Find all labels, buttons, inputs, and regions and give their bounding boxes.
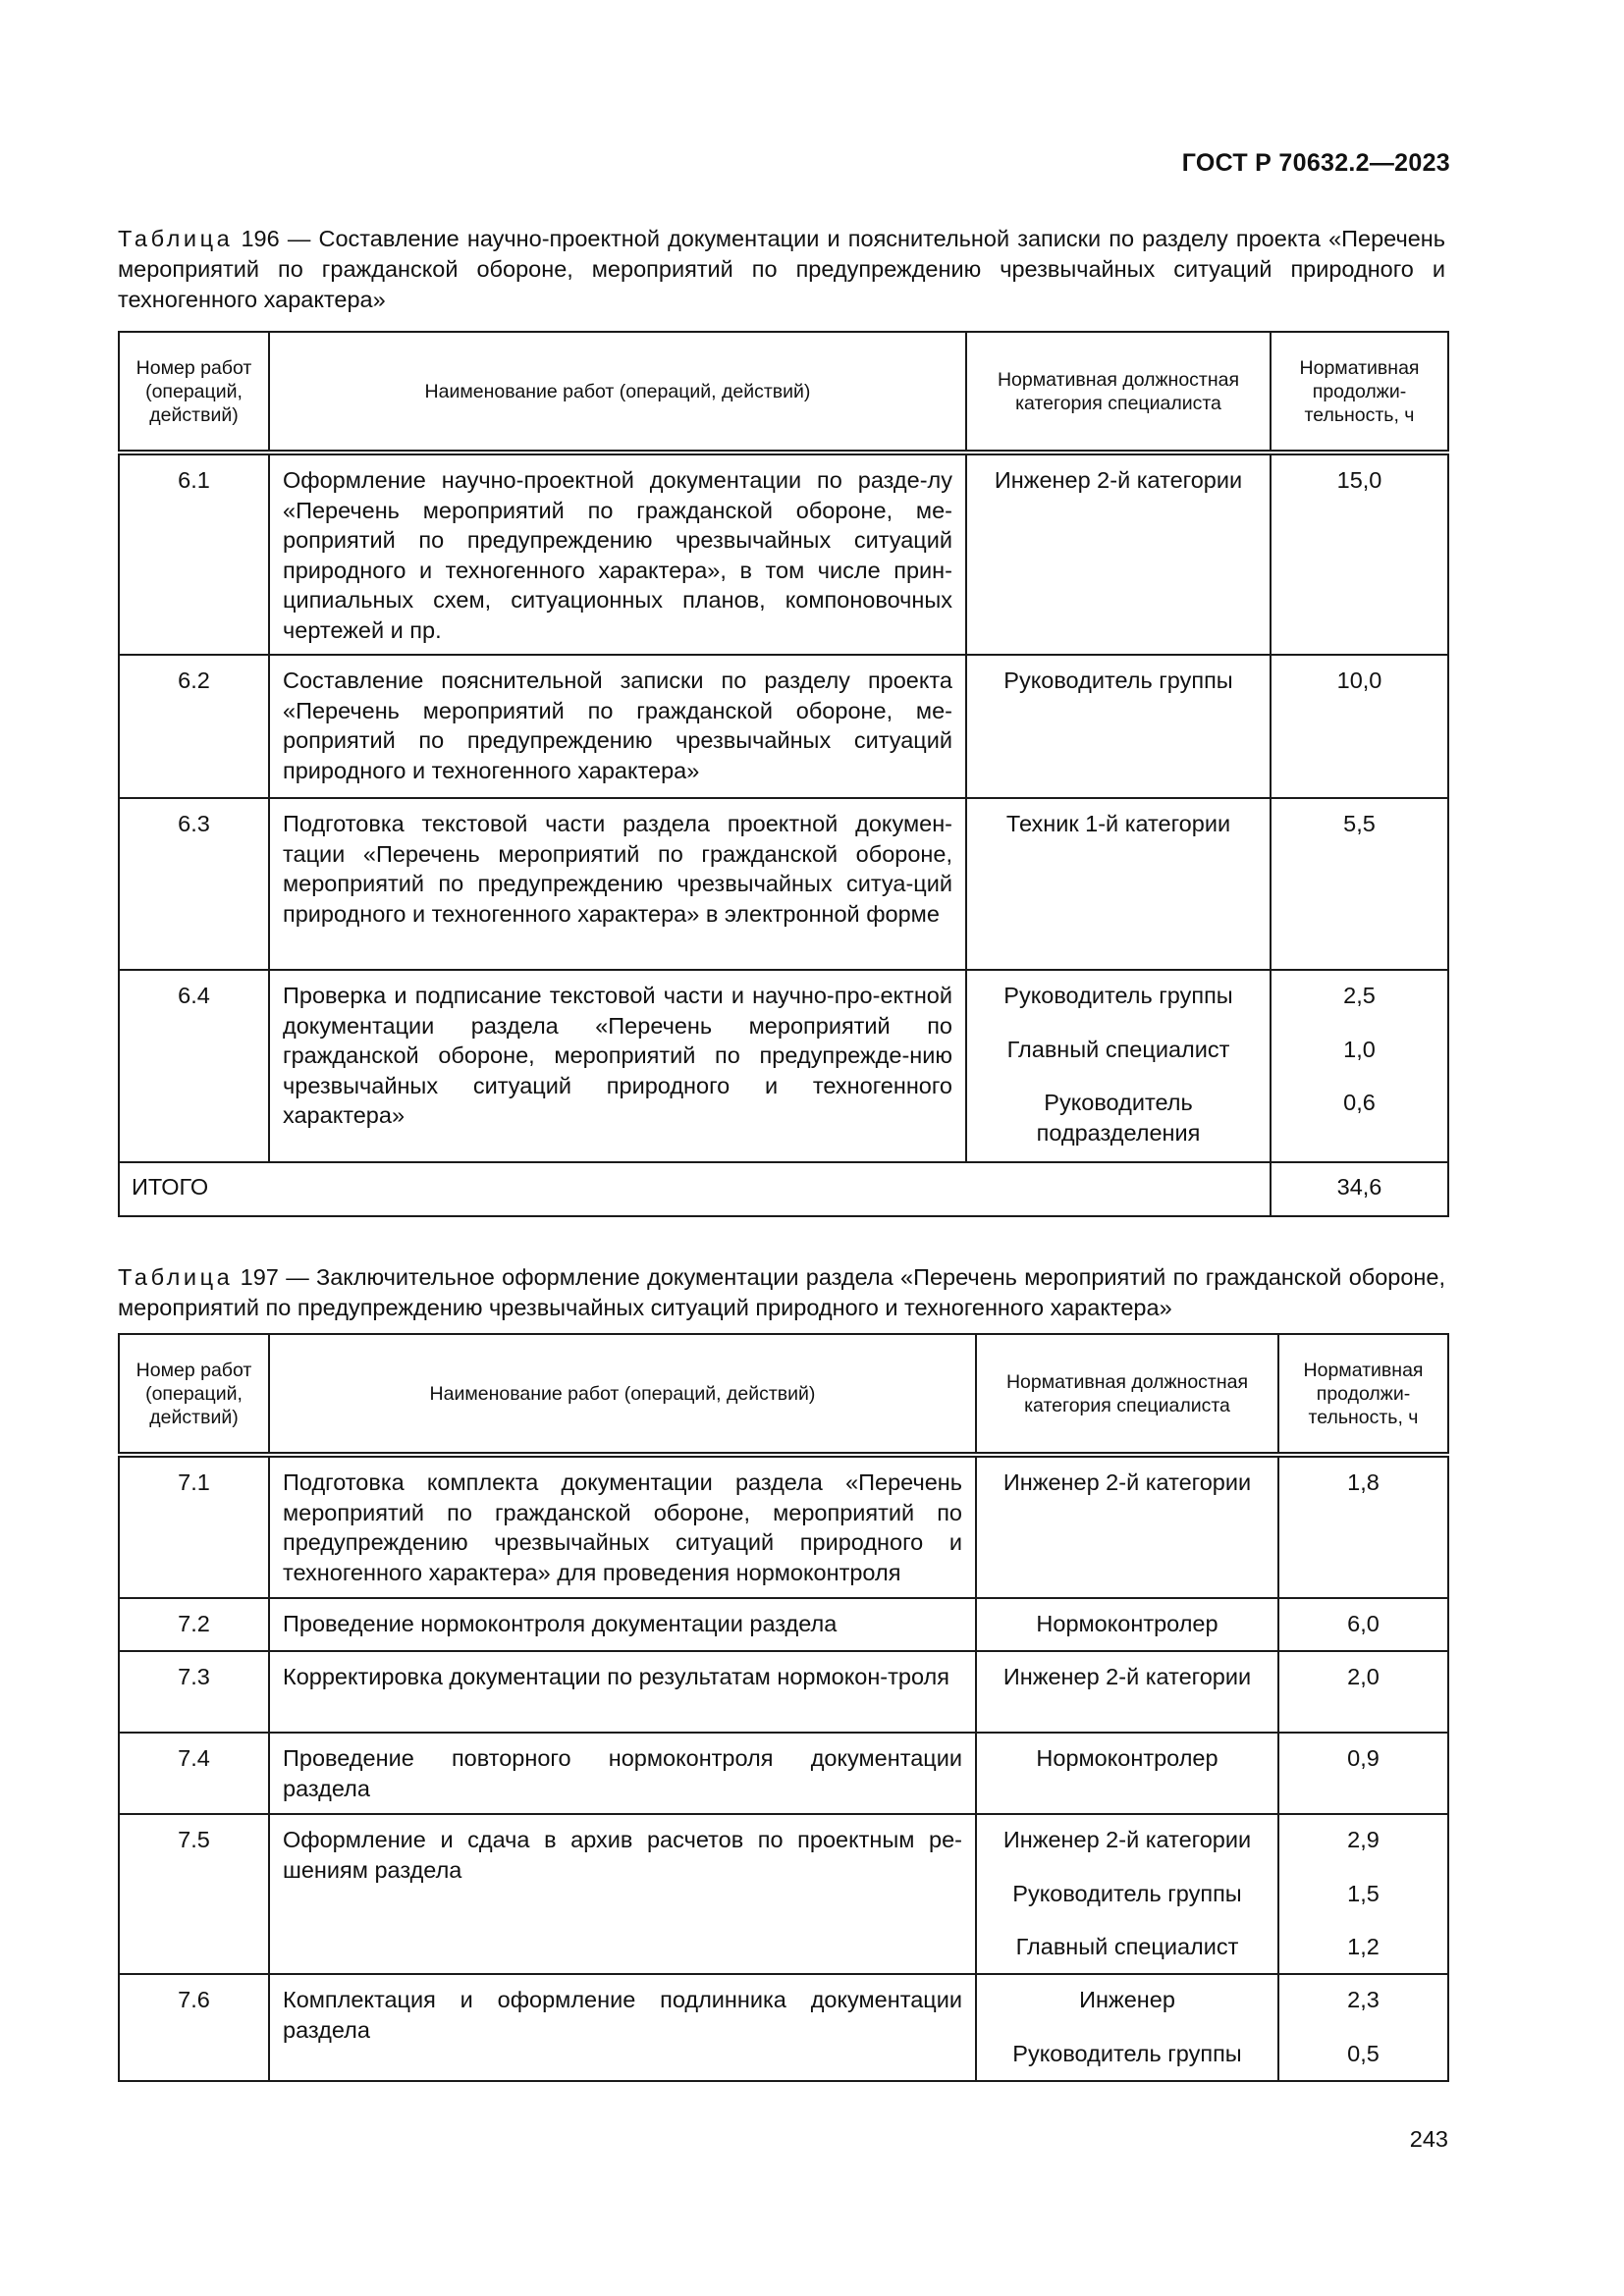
row-duration [1278,1455,1448,1598]
row-duration [1278,1974,1448,2081]
table-196-caption-text: 196 — Составление научно-проектной документации и пояснительной записки по разделу проекта «Перечень мероприятий по гражданской обороне, мероприятий по предупреждению чрезвычайных ситуаций природного и техногенного характера» [118,226,1445,312]
row-category [966,453,1271,655]
row-work-name: Проведение повторного нормоконтроля документации раздела [269,1733,976,1814]
row-number: 6.1 [119,453,269,655]
table-row [119,453,1448,655]
row-duration [1278,1598,1448,1651]
category-item: Главный специалист [1006,1036,1230,1062]
row-duration [1278,1733,1448,1814]
category-item: Нормоконтролер [1036,1611,1218,1636]
row-number: 7.1 [119,1455,269,1598]
row-duration [1278,1651,1448,1733]
duration-item: 1,5 [1347,1880,1380,1906]
table-197-caption-label: Таблица [118,1264,234,1290]
row-category [976,1651,1278,1733]
duration-item: 0,5 [1347,2040,1380,2066]
column-header-duration: Нормативная продолжи-тельность, ч [1278,1334,1448,1455]
column-header-work-name: Наименование работ (операций, действий) [269,1334,976,1455]
row-category [976,1598,1278,1651]
row-number: 7.3 [119,1651,269,1733]
duration-item: 1,2 [1347,1934,1380,1959]
category-item: Инженер [1079,1987,1175,2012]
category-item: Инженер 2-й категории [994,467,1243,493]
page-number: 243 [1409,2126,1448,2152]
duration-item: 6,0 [1347,1611,1380,1636]
category-item: Инженер 2-й категории [1002,1827,1252,1852]
row-number: 7.6 [119,1974,269,2081]
duration-item: 15,0 [1336,467,1382,493]
duration-item: 1,8 [1347,1469,1380,1495]
duration-item: 2,9 [1347,1827,1380,1852]
table-197 [118,1333,1449,2082]
row-work-name: Составление пояснительной записки по разделу проекта «Перечень мероприятий по гражданской обороне, ме-роприятий по предупреждению чрезвычайных ситуаций природного и техногенного характера» [269,655,966,798]
total-value: 34,6 [1271,1162,1448,1216]
column-header-duration: Нормативная продолжи-тельность, ч [1271,332,1448,453]
document-standard-id: ГОСТ Р 70632.2—2023 [1181,149,1450,177]
row-work-name: Комплектация и оформление подлинника документации раздела [269,1974,976,2081]
table-197-header-row [119,1334,1448,1455]
table-row [119,970,1448,1162]
duration-item: 0,9 [1347,1745,1380,1771]
category-item: Руководитель группы [1012,1880,1242,1906]
table-196-caption [118,224,1445,315]
row-category [976,1974,1278,2081]
table-196 [118,331,1449,1217]
table-row [119,1455,1448,1598]
category-item: Инженер 2-й категории [1002,1664,1252,1689]
category-item: Руководитель группы [1003,983,1233,1008]
row-duration [1271,655,1448,798]
column-header-category: Нормативная должностная категория специалиста [966,332,1271,453]
column-header-number: Номер работ (операций, действий) [119,1334,269,1455]
row-number: 7.2 [119,1598,269,1651]
duration-item: 5,5 [1343,811,1376,836]
table-197-caption [118,1262,1445,1323]
duration-item: 1,0 [1343,1036,1376,1062]
table-row [119,1974,1448,2081]
row-work-name: Подготовка комплекта документации раздела «Перечень мероприятий по гражданской обороне, мероприятий по предупреждению чрезвычайных ситуаций природного и техногенного характера» для проведения нормоконтроля [269,1455,976,1598]
row-duration [1271,970,1448,1162]
duration-item: 2,3 [1347,1987,1380,2012]
category-item: Главный специалист [1015,1934,1239,1959]
total-label: ИТОГО [119,1162,1271,1216]
row-category [966,798,1271,970]
row-category [966,970,1271,1162]
row-category [966,655,1271,798]
column-header-category: Нормативная должностная категория специалиста [976,1334,1278,1455]
row-work-name: Проведение нормоконтроля документации раздела [269,1598,976,1651]
category-item: Руководитель группы [1003,667,1233,693]
row-work-name: Подготовка текстовой части раздела проектной докумен-тации «Перечень мероприятий по гражданской обороне, мероприятий по предупреждению чрезвычайных ситуа-ций природного и техногенного характера» в электронной форме [269,798,966,970]
row-duration [1271,453,1448,655]
duration-item: 0,6 [1343,1090,1376,1115]
category-item: Техник 1-й категории [1005,811,1231,836]
row-category [976,1814,1278,1974]
row-number: 6.2 [119,655,269,798]
category-item: Нормоконтролер [1036,1745,1218,1771]
table-row [119,798,1448,970]
duration-item: 10,0 [1336,667,1382,693]
row-work-name: Корректировка документации по результатам нормокон-троля [269,1651,976,1733]
category-item: Руководитель подразделения [1036,1090,1201,1146]
row-duration [1278,1814,1448,1974]
table-196-header-row [119,332,1448,453]
table-row [119,1651,1448,1733]
category-item: Инженер 2-й категории [1002,1469,1252,1495]
row-work-name: Проверка и подписание текстовой части и научно-про-ектной документации раздела «Перечень мероприятий по гражданской обороне, мероприятий по предупрежде-нию чрезвычайных ситуаций природного и техногенного характера» [269,970,966,1162]
column-header-number: Номер работ (операций, действий) [119,332,269,453]
table-total-row [119,1162,1448,1216]
table-197-caption-text: 197 — Заключительное оформление документации раздела «Перечень мероприятий по гражданской обороне, мероприятий по предупреждению чрезвычайных ситуаций природного и техногенного характера» [118,1264,1446,1320]
row-category [976,1455,1278,1598]
row-number: 7.5 [119,1814,269,1974]
row-work-name: Оформление научно-проектной документации по разде-лу «Перечень мероприятий по гражданской обороне, ме-роприятий по предупреждению чрезвычайных ситуаций природного и техногенного характера», в том числе прин-ципиальных схем, ситуационных планов, компоновочных чертежей и пр. [269,453,966,655]
row-number: 6.4 [119,970,269,1162]
row-number: 6.3 [119,798,269,970]
row-duration [1271,798,1448,970]
row-category [976,1733,1278,1814]
table-196-caption-label: Таблица [118,226,234,251]
category-item: Руководитель группы [1012,2040,1242,2066]
duration-item: 2,0 [1347,1664,1380,1689]
row-number: 7.4 [119,1733,269,1814]
column-header-work-name: Наименование работ (операций, действий) [269,332,966,453]
table-row [119,1814,1448,1974]
table-row [119,1598,1448,1651]
duration-item: 2,5 [1343,983,1376,1008]
table-row [119,1733,1448,1814]
table-row [119,655,1448,798]
row-work-name: Оформление и сдача в архив расчетов по проектным ре-шениям раздела [269,1814,976,1974]
